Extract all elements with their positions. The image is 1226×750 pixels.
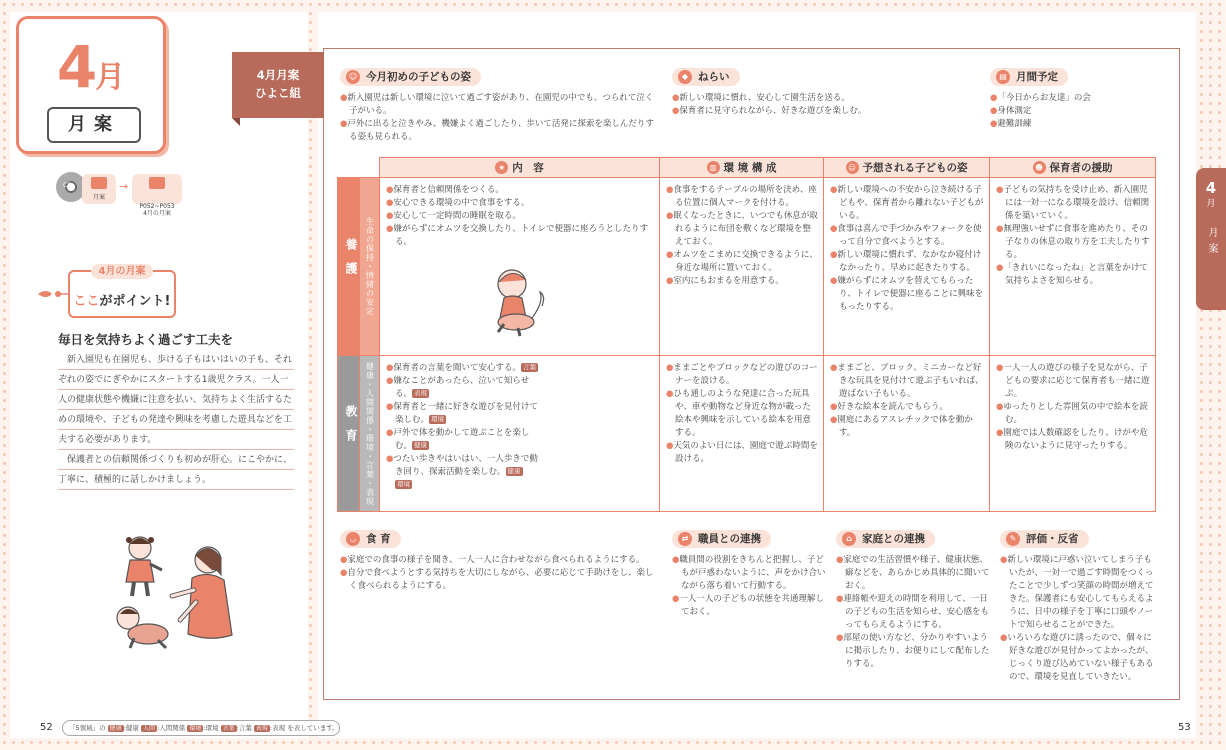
- folder-chip-1: [82, 174, 116, 204]
- list-item: ●自分で食べようとする気持ちを大切にしながら、必要に応じて手助けをし、楽しく食べられるようにする。: [340, 568, 654, 591]
- folder-icon: [91, 177, 107, 189]
- list-item: ●一人一人の子どもの状態を共通理解しておく。: [672, 594, 824, 617]
- section-review: [1000, 530, 1160, 684]
- category-education: 教育: [338, 356, 360, 512]
- list-item: ●新しい環境に慣れず、なかなか寝付けなかったり、早めに起きたりする。: [830, 250, 982, 273]
- point-box: [38, 266, 183, 330]
- star-icon: ★: [495, 161, 508, 174]
- section-header: [340, 530, 401, 548]
- section-body: [340, 554, 660, 593]
- section-title: 月間予定: [1016, 71, 1058, 83]
- list-item: ●新しい環境に戸惑い泣いてしまう子もいたが、一対一で過ごす時間をつくったことで少しずつ笑顔の時間が増えてきた。保護者にも安心してもらえるように、日中の様子を丁寧に口頭やノートで知らせることができた。: [1000, 555, 1154, 630]
- list-item: ●食事は喜んで手づかみやフォークを使って自分で食べようとする。: [830, 224, 982, 247]
- house-icon: ⌂: [842, 532, 856, 546]
- tassel-icon: [38, 286, 70, 302]
- side-tab-label: 月案: [1206, 227, 1217, 259]
- legend-label-expression: :表現: [269, 724, 286, 732]
- section-body: [990, 92, 1160, 131]
- section-title: 家庭との連携: [862, 533, 925, 545]
- list-item: ●ままごと、ブロック、ミニカーなど好きな玩具を見付けて遊ぶ子もいれば、遊ばない子もいる。: [830, 363, 984, 399]
- list-item: ●新入園児は新しい環境に泣いて過ごす姿があり、在園児の中でも、つられて泣く子がいる。: [340, 93, 654, 116]
- point-tag: [68, 266, 176, 318]
- list-item: ●新しい環境への不安から泣き続ける子どもや、保育者から離れない子どもがいる。: [830, 185, 984, 221]
- list-item: ●天気のよい日には、園庭で遊ぶ時間を設ける。: [666, 441, 818, 464]
- section-aim: [672, 68, 982, 118]
- header-content: ★ 内 容: [380, 158, 660, 178]
- list-item: ●嫌なことがあったら、泣いて知らせる。 表現: [386, 376, 530, 399]
- list-item: ●オムツをこまめに交換できるように、身近な場所に置いておく。: [666, 250, 818, 273]
- diamond-icon: ◆: [678, 70, 692, 84]
- section-header: [672, 530, 771, 548]
- left-page-number: 52: [40, 722, 53, 733]
- list-item: ●無理強いせずに食事を進めたり、その子なりの休息の取り方を工夫したりする。: [996, 224, 1150, 260]
- legend-badge-expression: 表現: [255, 725, 268, 732]
- lead-title: 毎日を気持ちよく過ごす工夫を: [58, 332, 234, 347]
- right-page-number: 53: [1178, 722, 1191, 733]
- section-food-education: [340, 530, 660, 593]
- list-item: ●嫌がらずにオムツを交換したり、トイレで便器に座ろうとしたりする。: [386, 224, 649, 247]
- legend-suffix: を表しています。: [287, 724, 339, 732]
- section-home-cooperation: [836, 530, 991, 671]
- header-support: ☻ 保育者の援助: [990, 158, 1156, 178]
- legend-label-environment: :環境: [203, 724, 219, 732]
- teacher-children-illustration: [100, 530, 250, 660]
- plan-table: [337, 157, 1156, 512]
- list-item: ●園庭では人数確認をしたり、けがや危険のないように見守ったりする。: [996, 428, 1148, 451]
- list-item: ●職員間の役割をきちんと把握し、子どもが戸惑わないように、声をかけ合いながら落ち着いて行動する。: [672, 555, 826, 591]
- domain-tag: 環境: [397, 480, 410, 488]
- list-item: ●安心して一定時間の睡眠を取る。: [386, 211, 521, 221]
- section-body: [340, 92, 660, 144]
- smile-icon: ☺: [346, 70, 360, 84]
- list-item: ●室内にもおまるを用意する。: [666, 276, 784, 286]
- section-header: [340, 68, 481, 86]
- section-schedule: [990, 68, 1160, 131]
- cell-education-environment: [660, 356, 824, 512]
- list-item: ●「今日からお友達」の会: [990, 93, 1091, 103]
- domain-legend: [62, 720, 340, 736]
- list-item: ●部屋の使い方など、分かりやすいように掲示したり、お便りにして配布したりする。: [836, 633, 990, 669]
- bowl-icon: ◡: [346, 532, 360, 546]
- list-item: ●連絡帳や迎えの時間を利用して、一日の子どもの生活を知らせ、安心感をもってもらえるようにする。: [836, 594, 989, 630]
- section-title: 今月初めの子どもの姿: [366, 71, 471, 83]
- section-children-state: [340, 68, 660, 144]
- table-row-care: [338, 178, 1156, 356]
- list-item: ●嫌がらずにオムツを替えてもらったり、トイレで便器に座ることに興味をもったりする。: [830, 276, 984, 312]
- lead-paragraph-1: 新入園児も在園児も、歩ける子もはいはいの子も、それぞれの姿でにぎやかにスタートする1歳児クラス。一人一人の健康状態や機嫌に注意を払い、気持ちよく生活するための環境や、子どもの発達や興味を考慮した遊具などを工夫する必要があります。: [58, 350, 294, 450]
- month-title: [19, 33, 163, 101]
- section-header: [836, 530, 935, 548]
- legend-label-health: :健康: [123, 724, 139, 732]
- section-header: [672, 68, 740, 86]
- folder-label-2: P052~P053 4月の月案: [139, 203, 175, 217]
- point-tag-month: 4月の月案: [91, 264, 154, 279]
- month-unit: 月: [95, 60, 126, 95]
- section-title: 食 育: [366, 533, 391, 545]
- list-item: ●戸外に出ると泣きやみ、機嫌よく過ごしたり、歩いて活発に探索を楽しんだりする姿も見られる。: [340, 119, 654, 142]
- domain-tag: 表現: [414, 389, 428, 397]
- building-icon: ▥: [707, 161, 720, 174]
- month-label: 月案: [47, 107, 141, 143]
- child-face-icon: ☺: [846, 161, 859, 174]
- legend-prefix: 「5領域」の: [69, 724, 106, 732]
- section-body: [1000, 554, 1160, 684]
- domain-tag: 言葉: [522, 363, 536, 371]
- cd-reference: [56, 172, 175, 217]
- list-item: ●保育者と信頼関係をつくる。: [386, 185, 504, 195]
- list-item: ●いろいろな遊びに誘ったので、個々に好きな遊びが見付かってよかったが、じっくり遊び込めていない様子もあるので、環境を見直していきたい。: [1000, 633, 1154, 682]
- list-item: ●避難訓練: [990, 119, 1032, 129]
- header-environment: ▥ 環 境 構 成: [660, 158, 824, 178]
- section-body: [836, 554, 991, 671]
- list-item: ●戸外で体を動かして遊ぶことを楽しむ。 健康: [386, 428, 530, 451]
- list-item: ●食事をするテーブルの場所を決め、座る位置に個人マークを付ける。: [666, 185, 817, 208]
- table-row-education: [338, 356, 1156, 512]
- lead-paragraph-2: 保護者との信頼関係づくりも初めが肝心。にこやかに、丁寧に、積極的に話しかけましょう。: [58, 450, 294, 490]
- section-staff-cooperation: [672, 530, 827, 619]
- folder-chip-2: [132, 174, 182, 217]
- cell-education-content: [380, 356, 660, 512]
- month-side-tab[interactable]: [1196, 168, 1226, 310]
- smile-icon: ☻: [1033, 161, 1046, 174]
- folder-label-1: 月案: [92, 194, 105, 201]
- side-tab-number: 4: [1205, 179, 1217, 197]
- pencil-icon: ✎: [1006, 532, 1020, 546]
- list-item: ●つたい歩きやはいはい、一人歩きで動き回り、探索活動を楽しむ。 健康 環境: [386, 454, 538, 488]
- section-header: [1000, 530, 1089, 548]
- class-ribbon: [232, 52, 324, 118]
- child-on-potty-illustration: [482, 262, 562, 342]
- legend-badge-environment: 環境: [189, 725, 202, 732]
- list-item: ●ままごとやブロックなどの遊びのコーナーを設ける。: [666, 363, 818, 386]
- domain-tag: 環境: [431, 415, 445, 423]
- subcategory-care: 生命の保持・情緒の安定: [360, 178, 380, 356]
- legend-badge-language: 言葉: [222, 725, 235, 732]
- domain-tag: 健康: [507, 467, 521, 475]
- side-tab-unit: 月: [1206, 199, 1216, 209]
- point-tag-point: がポイント!: [99, 294, 171, 309]
- legend-label-relations: :人間関係: [157, 724, 186, 732]
- section-title: ねらい: [698, 71, 730, 83]
- section-title: 職員との連携: [698, 533, 761, 545]
- list-item: ●新しい環境に慣れ、安心して園生活を送る。: [672, 93, 850, 103]
- header-expected: ☺ 予想される子どもの姿: [824, 158, 990, 178]
- section-header: [990, 68, 1068, 86]
- cd-label: CD: [63, 182, 72, 189]
- month-number: 4: [56, 33, 96, 101]
- arrow-right-icon: →: [119, 180, 129, 193]
- category-care: 養護: [338, 178, 360, 356]
- point-tag-here: ここ: [73, 294, 100, 309]
- list-item: ●ゆったりとした雰囲気の中で絵本を読む。: [996, 402, 1148, 425]
- clipboard-icon: ▤: [996, 70, 1010, 84]
- list-item: ●安心できる環境の中で食事をする。: [386, 198, 530, 208]
- list-item: ●好きな絵本を読んでもらう。: [830, 402, 948, 412]
- list-item: ●家庭での食事の様子を聞き、一人一人に合わせながら食べられるようにする。: [340, 555, 645, 565]
- list-item: ●園庭にあるアスレチックで体を動かす。: [830, 415, 973, 438]
- ribbon-line-1: 4月月案: [256, 68, 300, 82]
- list-item: ●ひも通しのような発達に合った玩具や、車や動物など身近な物が載った絵本や興味を示している絵本を用意する。: [666, 389, 812, 438]
- list-item: ●眠くなったときに、いつでも休息が取れるように布団を敷くなど環境を整えておく。: [666, 211, 818, 247]
- list-item: ●身体測定: [990, 106, 1032, 116]
- list-item: ●子どもの気持ちを受け止め、新入園児には一対一になる環境を設け、信頼関係を築いていく。: [996, 185, 1150, 221]
- subcategory-education: 健康・人間関係・環境・言葉・表現: [360, 356, 380, 512]
- folder-icon: [149, 177, 165, 189]
- list-item: ●「きれいになったね」と言葉をかけて気持ちよさを知らせる。: [996, 263, 1148, 286]
- cell-care-support: [990, 178, 1156, 356]
- month-card: [16, 16, 166, 154]
- list-item: ●保育者に見守られながら、好きな遊びを楽しむ。: [672, 106, 867, 116]
- cell-care-environment: [660, 178, 824, 356]
- list-item: ●一人一人の遊びの様子を見ながら、子どもの要求に応じて保育者も一緒に遊ぶ。: [996, 363, 1150, 399]
- exchange-icon: ⇄: [678, 532, 692, 546]
- section-body: [672, 92, 982, 118]
- lead-body: [58, 350, 294, 490]
- table-header-row: [338, 158, 1156, 178]
- list-item: ●家庭での生活習慣や様子、健康状態、癖などを、あらかじめ具体的に聞いておく。: [836, 555, 990, 591]
- cell-care-expected: [824, 178, 990, 356]
- list-item: ●保育者と一緒に好きな遊びを見付けて楽しむ。 環境: [386, 402, 538, 425]
- legend-label-language: :言葉: [236, 724, 252, 732]
- legend-badge-relations: 人間: [143, 725, 156, 732]
- cell-education-expected: [824, 356, 990, 512]
- domain-tag: 健康: [414, 441, 428, 449]
- ribbon-line-2: ひよこ組: [255, 86, 301, 100]
- legend-badge-health: 健康: [109, 725, 122, 732]
- list-item: ●保育者の言葉を聞いて安心する。 言葉: [386, 363, 536, 373]
- section-body: [672, 554, 827, 619]
- section-title: 評価・反省: [1026, 533, 1079, 545]
- cell-education-support: [990, 356, 1156, 512]
